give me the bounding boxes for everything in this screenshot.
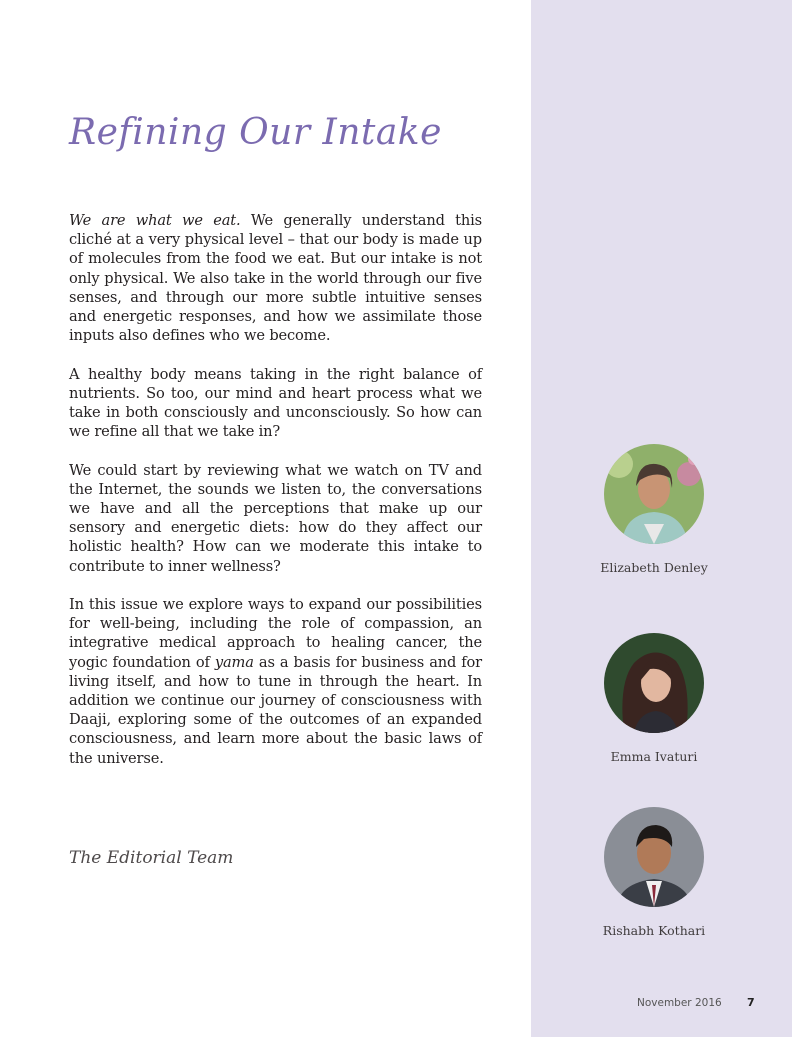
avatar-rishabh-kothari bbox=[604, 807, 704, 907]
editor-name: Rishabh Kothari bbox=[602, 923, 706, 938]
footer-date: November 2016 bbox=[637, 997, 722, 1009]
editor-profile bbox=[584, 633, 724, 764]
paragraph-4-emphasis: yama bbox=[214, 653, 254, 671]
paragraph-1 bbox=[69, 211, 482, 345]
page-title: Refining Our Intake bbox=[69, 112, 442, 153]
paragraph-2: A healthy body means taking in the right balance of nutrients. So too, our mind and heart process what we take in both consciously and unconsciously. So how can we refine all that we take in? bbox=[69, 365, 482, 441]
avatar-elizabeth-denley bbox=[604, 444, 704, 544]
signature: The Editorial Team bbox=[69, 848, 234, 868]
paragraph-3: We could start by reviewing what we watch on TV and the Internet, the sounds we listen to, the conversations we have and all the perceptions that make up our sensory and energetic diets: how do they affect our holistic health? How can we moderate this intake to contribute to inner wellness? bbox=[69, 461, 482, 575]
editorial-body bbox=[69, 211, 482, 787]
editor-name: Elizabeth Denley bbox=[600, 560, 708, 575]
editor-name: Emma Ivaturi bbox=[610, 749, 698, 764]
paragraph-1-lead: We are what we eat. bbox=[69, 212, 241, 229]
paragraph-4 bbox=[69, 595, 482, 768]
page-number: 7 bbox=[747, 996, 755, 1009]
editor-profile bbox=[584, 807, 724, 938]
avatar-emma-ivaturi bbox=[604, 633, 704, 733]
paragraph-1-rest: We generally understand this cliché at a very physical level – that our body is made up of molecules from the food we eat. But our intake is not only physical. We also take in the world through our five senses, and through our more subtle intuitive senses and energetic responses, and how we assimilate those inputs also defines who we become. bbox=[69, 212, 482, 345]
paragraph-4-after: as a basis for business and for living itself, and how to tune in through the heart. In addition we continue our journey of consciousness with Daaji, exploring some of the outcomes of an expanded consciousness, and learn more about the basic laws of the universe. bbox=[69, 653, 482, 767]
editor-profile bbox=[584, 444, 724, 575]
paragraph-4-before: In this issue we explore ways to expand our possibilities for well-being, including the role of compassion, an integrative medical approach to healing cancer, the yogic foundation of bbox=[69, 596, 482, 671]
